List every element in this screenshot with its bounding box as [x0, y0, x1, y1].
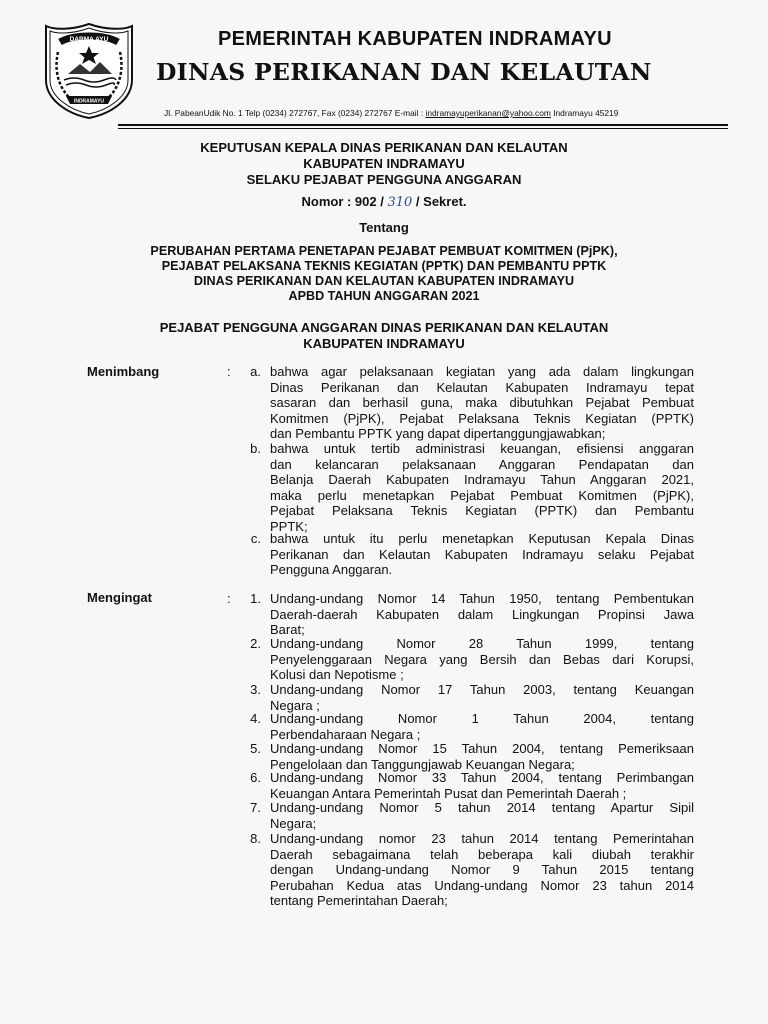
decree-subject: [0, 244, 768, 304]
mengingat-item-7: [270, 800, 694, 831]
text-line: Negara ;: [270, 697, 320, 713]
mengingat-label: Mengingat: [87, 590, 152, 605]
text-line: Undang-undang Nomor 14 Tahun 1950, tentang Pembentukan: [270, 591, 694, 606]
about-heading: Tentang: [359, 220, 409, 235]
item-marker: a.: [250, 364, 261, 379]
text-line: Belanja Daerah Kabupaten Indramayu Tahun Anggaran 2021,: [270, 472, 694, 487]
item-marker: 7.: [250, 800, 261, 815]
subject-line: PERUBAHAN PERTAMA PENETAPAN PEJABAT PEMBUAT KOMITMEN (PjPK),: [150, 244, 618, 258]
issuer-line: KABUPATEN INDRAMAYU: [303, 336, 465, 351]
decree-title-line: KABUPATEN INDRAMAYU: [303, 156, 465, 171]
text-line: Komitmen (PjPK), Pejabat Pelaksana Teknis Kegiatan (PPTK): [270, 410, 694, 426]
letterhead-rule-thick: [118, 124, 728, 126]
text-line: Undang-undang Nomor 5 tahun 2014 tentang Apartur Sipil: [270, 800, 694, 815]
item-marker: 4.: [250, 711, 261, 726]
text-line: Penyelenggaraan Negara yang Bersih dan Bebas dari Korupsi,: [270, 651, 694, 667]
text-line: dan kelancaran pelaksanaan Anggaran Pendapatan dan: [270, 456, 694, 472]
text-line: Pejabat Pelaksana Teknis Kegiatan (PPTK) dan Pembantu: [270, 503, 694, 518]
menimbang-item-c: [270, 531, 694, 578]
text-line: Undang-undang nomor 23 tahun 2014 tentang Pemerintahan: [270, 831, 694, 846]
decree-title: [0, 140, 768, 188]
item-marker: 5.: [250, 741, 261, 756]
mengingat-item-3: [270, 682, 694, 713]
text-line: Daerah sebagaimana telah beberapa kali diubah terakhir: [270, 846, 694, 862]
text-line: tentang Pemerintahan Daerah;: [270, 893, 448, 908]
decree-title-line: SELAKU PEJABAT PENGGUNA ANGGARAN: [246, 172, 522, 187]
text-line: bahwa untuk tertib administrasi keuangan, efisiensi anggaran: [270, 441, 694, 456]
subject-line: APBD TAHUN ANGGARAN 2021: [288, 289, 480, 303]
emblem-caption: DARMA AYU: [69, 36, 109, 43]
email-link[interactable]: indramayuperikanan@yahoo.com: [425, 108, 551, 118]
handwritten-number: 310: [387, 195, 413, 210]
text-line: Undang-undang Nomor 15 Tahun 2004, tentang Pemeriksaan: [270, 741, 694, 756]
text-line: sasaran dan berhasil guna, maka dibutuhkan Pejabat Pembuat: [270, 395, 694, 410]
text-line: Pengguna Anggaran.: [270, 562, 393, 577]
menimbang-item-b: [270, 441, 694, 534]
item-marker: 1.: [250, 591, 261, 606]
mengingat-item-4: [270, 711, 694, 742]
decree-number-prefix: Nomor : 902 /: [301, 194, 384, 209]
address-suffix: Indramayu 45219: [553, 108, 619, 118]
office-name: DINAS PERIKANAN DAN KELAUTAN: [156, 58, 652, 86]
subject-line: DINAS PERIKANAN DAN KELAUTAN KABUPATEN INDRAMAYU: [193, 274, 575, 288]
address-prefix: Jl. PabeanUdik No. 1 Telp (0234) 272767, Fax (0234) 272767 E-mail :: [164, 108, 424, 118]
subject-line: PEJABAT PELAKSANA TEKNIS KEGIATAN (PPTK) DAN PEMBANTU PPTK: [161, 259, 607, 273]
text-line: Undang-undang Nomor 33 Tahun 2004, tentang Perimbangan: [270, 770, 694, 785]
decree-title-line: KEPUTUSAN KEPALA DINAS PERIKANAN DAN KELAUTAN: [200, 140, 568, 155]
office-address: [164, 108, 618, 118]
issuer-line: PEJABAT PENGGUNA ANGGARAN DINAS PERIKANAN DAN KELAUTAN: [159, 320, 609, 335]
item-marker: 3.: [250, 682, 261, 697]
mengingat-colon: :: [227, 591, 231, 606]
text-line: Perubahan Kedua atas Undang-undang Nomor 23 tahun 2014: [270, 877, 694, 893]
mengingat-item-6: [270, 770, 694, 801]
text-line: Undang-undang Nomor 28 Tahun 1999, tentang: [270, 636, 694, 651]
decree-number: [0, 194, 768, 210]
decree-number-suffix: / Sekret.: [415, 194, 467, 209]
text-line: Dinas Perikanan dan Kelautan Kabupaten Indramayu tepat: [270, 379, 694, 395]
text-line: Undang-undang Nomor 1 Tahun 2004, tentang: [270, 711, 694, 726]
regency-emblem: [44, 22, 134, 120]
letterhead-rule-thin: [118, 128, 728, 129]
text-line: bahwa untuk itu perlu menetapkan Keputusan Kepala Dinas: [270, 531, 694, 546]
text-line: Keuangan Antara Pemerintah Pusat dan Pemerintah Daerah ;: [270, 785, 627, 801]
text-line: PPTK;: [270, 518, 308, 534]
menimbang-label: Menimbang: [87, 364, 160, 379]
mengingat-item-8: [270, 831, 694, 909]
mengingat-item-2: [270, 636, 694, 683]
item-marker: 8.: [250, 831, 261, 846]
issuing-official: [0, 320, 768, 352]
text-line: Daerah-daerah Kabupaten dalam Lingkungan Propinsi Jawa: [270, 606, 694, 622]
text-line: dan Pembantu PPTK yang dapat dipertanggungjawabkan;: [270, 426, 606, 441]
item-marker: 6.: [250, 770, 261, 785]
menimbang-item-a: [270, 364, 694, 442]
organization-name: PEMERINTAH KABUPATEN INDRAMAYU: [218, 28, 612, 50]
text-line: Perbendaharaan Negara ;: [270, 726, 421, 742]
item-marker: c.: [250, 531, 261, 546]
item-marker: 2.: [250, 636, 261, 651]
text-line: Undang-undang Nomor 17 Tahun 2003, tentang Keuangan: [270, 682, 694, 697]
text-line: Barat;: [270, 622, 305, 637]
text-line: maka perlu menetapkan Pejabat Pembuat Komitmen (PjPK),: [270, 487, 694, 503]
menimbang-colon: :: [227, 364, 231, 379]
emblem-scroll-text: INDRAMAYU: [73, 98, 105, 105]
text-line: Pengelolaan dan Tanggungjawab Keuangan Negara;: [270, 756, 575, 772]
text-line: Kolusi dan Nepotisme ;: [270, 667, 404, 682]
item-marker: b.: [250, 441, 261, 456]
text-line: dengan Undang-undang Nomor 9 Tahun 2015 tentang: [270, 862, 694, 877]
text-line: Perikanan dan Kelautan Kabupaten Indramayu selaku Pejabat: [270, 546, 694, 562]
mengingat-item-5: [270, 741, 694, 772]
mengingat-item-1: [270, 591, 694, 638]
text-line: bahwa agar pelaksanaan kegiatan yang ada dalam lingkungan: [270, 364, 694, 379]
text-line: Negara;: [270, 815, 317, 831]
